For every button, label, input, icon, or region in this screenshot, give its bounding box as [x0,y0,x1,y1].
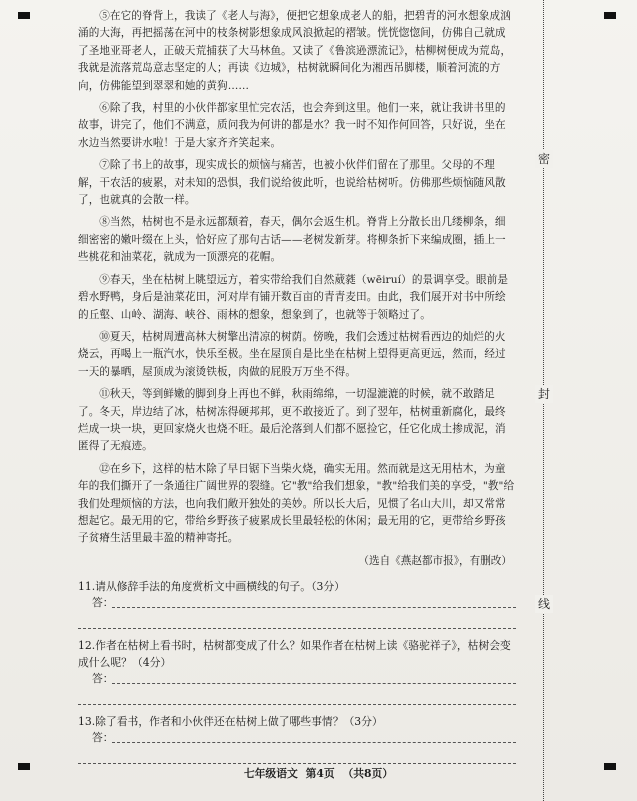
question-text: 12.作者在枯树上看书时，枯树都变成了什么？如果作者在枯树上读《骆驼祥子》，枯树会变成什么呢？（4分） [78,638,511,669]
question-11 [78,578,516,629]
footer-total: （共8页） [342,767,394,780]
binding-char-line: 线 [535,595,553,613]
answer-label: 答： [92,595,114,609]
paragraph-5: ⑤在它的脊背上，我读了《老人与海》，便把它想象成老人的船，把碧青的河水想象成汹涌的大海，再把摇荡在河中的枝条树影想象成风浪掀起的褶皱。恍恍惚惚间，仿佛自己就成了圣地亚哥老人，正破天荒捕获了大马林鱼。又读了《鲁滨逊漂流记》，枯柳树便成为荒岛，我就是流落荒岛意志坚定的人；再读《边城》，枯树就瞬间化为湘西吊脚楼，顺着河流的方向，仿佛能望到翠翠和她的黄狗…… [78,10,512,92]
paragraph-11: ⑪秋天，等到鲜嫩的脚到身上再也不鲜，秋雨绵绵，一切湿漉漉的时候，就不敢踏足了。冬天，岸边结了冰，枯树冻得硬邦邦，更不敢接近了。到了翌年，枯树重新腐化，最终烂成一块一块，更回家烧火也烧不旺。最后沦落到人们都不愿捡它，任它化成土掺成泥，消匿得了无痕迹。 [78,388,506,453]
paragraph-8: ⑧当然，枯树也不是永远都颓着，春天，偶尔会返生机。脊背上分散长出几缕柳条，细细密密的嫩叶缀在上头，恰好应了那句古话——老树发新芽。将柳条折下来编成圈，插上一些桃花和油菜花，就成为一顶漂亮的花帽。 [78,216,506,264]
corner-registration-mark [18,12,30,19]
answer-blank-line[interactable] [78,747,516,764]
answer-row[interactable] [78,595,516,612]
answer-label: 答： [92,730,114,744]
paragraph-10: ⑩夏天，枯树周遭高林大树擎出清凉的树荫。傍晚，我们会透过枯树看西边的灿烂的火烧云，再喝上一瓶汽水，快乐至极。坐在屋顶自是比坐在枯树上望得更高更远，然而，经过一天的暴晒，屋顶成为滚烫铁板，肉做的屁股万万坐不得。 [78,330,506,378]
footer-subject: 七年级语文 [243,767,298,780]
article-content [78,8,516,772]
paragraph-9: ⑨春天，坐在枯树上眺望远方，着实带给我们自然葳蕤（wēiruí）的景调享受。眼前是碧水野鸭，身后是油菜花田，河对岸有铺开数百亩的青青麦田。由此，我们展开对书中所绘的丘壑、山岭、湖海、峡谷、雨林的想象，想象到了，也就等于领略过了。 [78,273,509,321]
answer-label: 答： [92,671,114,685]
answer-row[interactable] [78,671,516,688]
answer-row[interactable] [78,730,516,747]
corner-registration-mark [604,12,616,19]
page-footer [0,766,637,781]
binding-margin [534,0,554,801]
answer-blank-line[interactable] [78,688,516,705]
binding-char-seal-2: 封 [535,385,553,403]
question-12 [78,637,516,705]
paragraph-6: ⑥除了我，村里的小伙伴都家里忙完农活，也会奔到这里。他们一来，就让我讲书里的故事，讲完了，他们不满意，质问我为何讲的都是水？我一时不知作何回答，只好说，坐在水边当然要讲水啦！于是大家齐齐笑起来。 [78,102,506,149]
paragraph-12: ⑫在乡下，这样的枯木除了早日锯下当柴火烧，确实无用。然而就是这无用枯木，为童年的我们撕开了一条通往广阔世界的裂缝。它"教"给我们想象，"教"给我们美的享受，"教"给我们处理烦恼的方法，也向我们敞开独处的美妙。所以长大后，见惯了名山大川，却又常常想起它。最无用的它，带给乡野孩子疲累成长里最轻松的休闲；最无用的它，更带给乡野孩子贫瘠生活里最丰盈的精神寄托。 [78,462,515,545]
paragraph-7: ⑦除了书上的故事，现实成长的烦恼与痛苦，也被小伙伴们留在了那里。父母的不理解，干农活的疲累，对未知的恐惧，我们说给彼此听，也说给枯树听。仿佛那些烦恼随风散了，也就真的会散一样。 [78,159,506,207]
question-text: 11.请从修辞手法的角度赏析文中画横线的句子。（3分） [78,579,345,593]
answer-line[interactable] [112,683,516,684]
answer-line[interactable] [112,742,516,743]
answer-line[interactable] [112,607,516,608]
answer-blank-line[interactable] [78,612,516,629]
footer-page: 第4页 [305,767,335,780]
question-text: 13.除了看书，作者和小伙伴还在枯树上做了哪些事情？（3分） [78,714,383,728]
binding-char-seal: 密 [535,150,553,168]
article-source: （选自《燕赵都市报》，有删改） [358,554,512,567]
question-13 [78,713,516,764]
